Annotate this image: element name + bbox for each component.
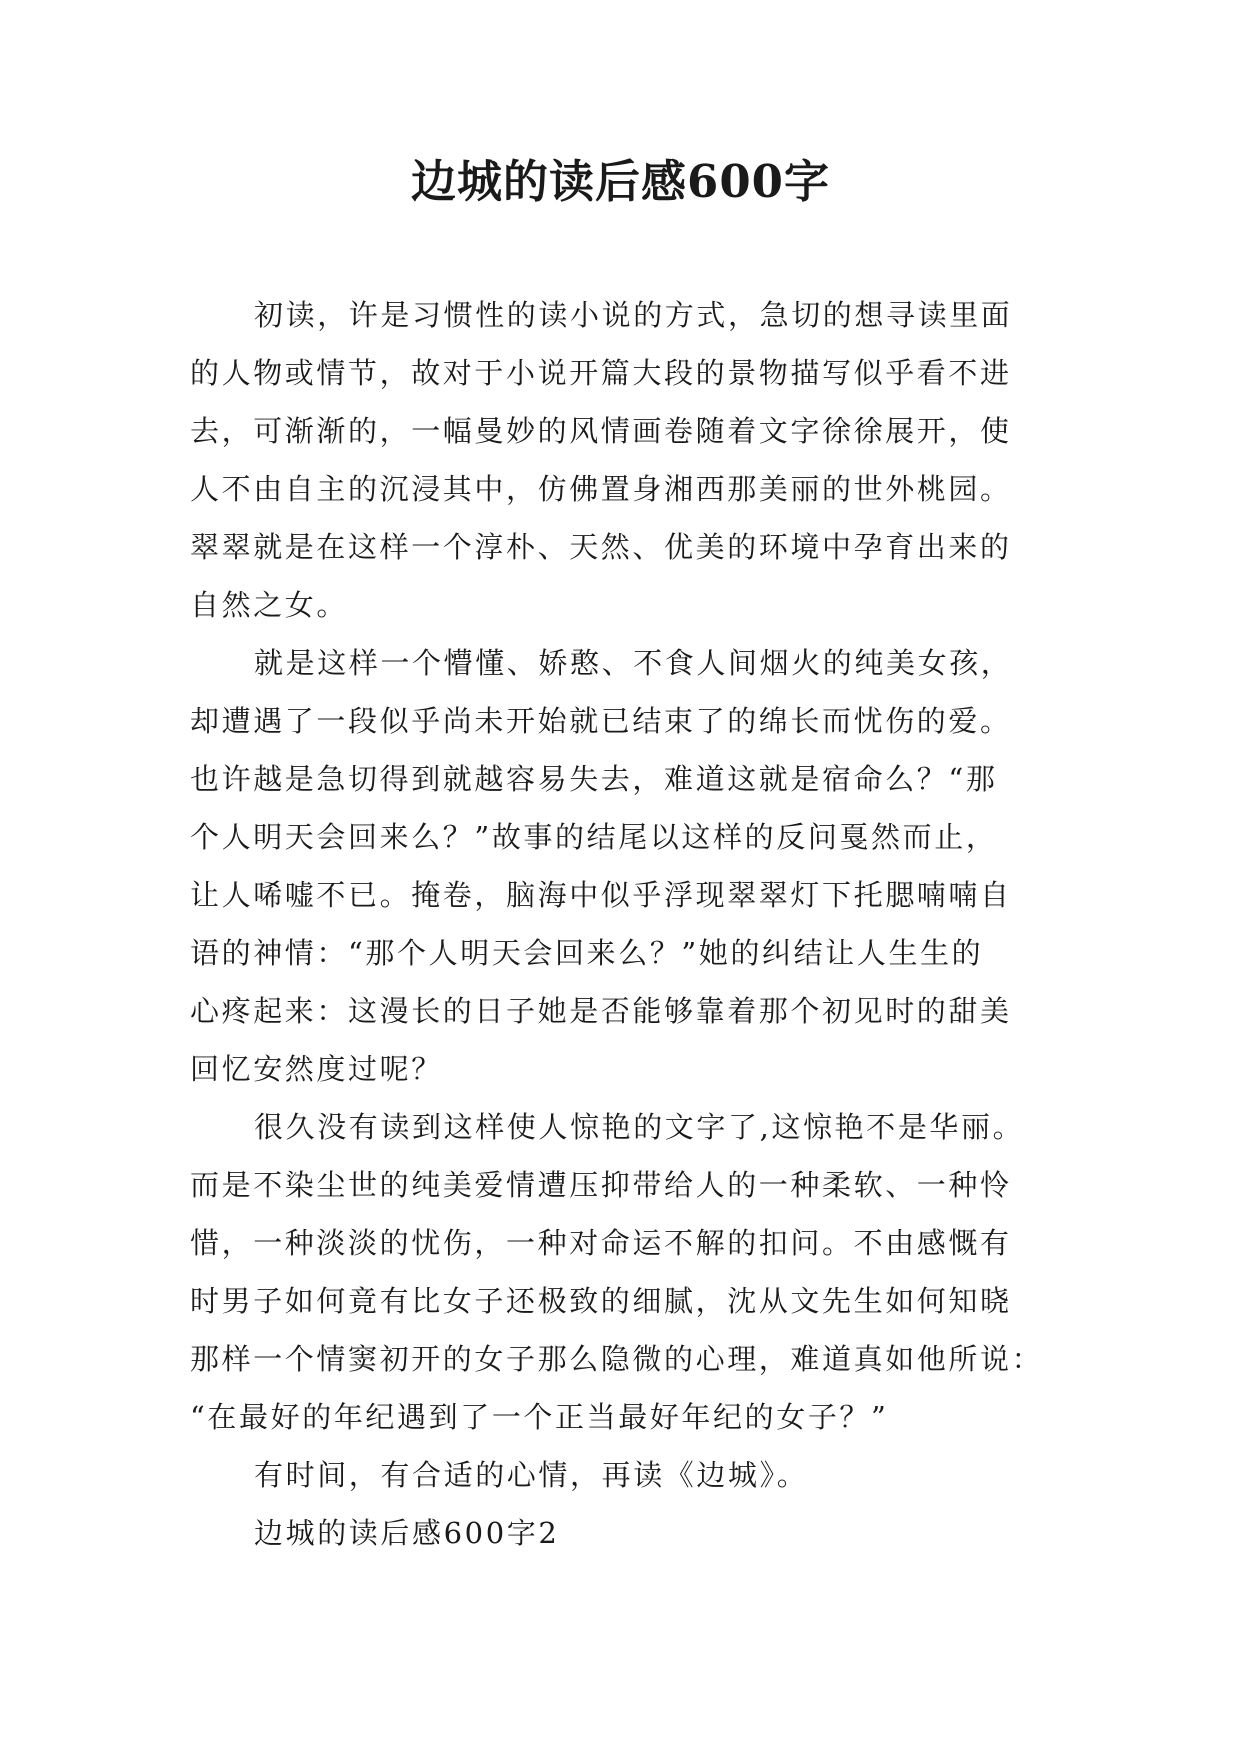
document-body xyxy=(190,286,1060,1562)
paragraph-5 xyxy=(190,1504,1060,1562)
text-line: 有时间，有合适的心情，再读《边城》。 xyxy=(254,1458,809,1492)
text-line: 那样一个情窦初开的女子那么隐微的心理，难道真如他所说： xyxy=(190,1342,1044,1376)
text-line: 心疼起来：这漫长的日子她是否能够靠着那个初见时的甜美 xyxy=(190,994,1012,1028)
text-line: 而是不染尘世的纯美爱情遭压抑带给人的一种柔软、一种怜 xyxy=(190,1168,1012,1202)
paragraph-1 xyxy=(190,286,1060,634)
document-title: 边城的读后感600字 xyxy=(411,155,830,208)
text-line: 让人唏嘘不已。掩卷，脑海中似乎浮现翠翠灯下托腮喃喃自 xyxy=(190,878,1012,912)
paragraph-2 xyxy=(190,634,1060,1098)
text-line: 回忆安然度过呢？ xyxy=(190,1052,443,1086)
text-line: 时男子如何竟有比女子还极致的细腻，沈从文先生如何知晓 xyxy=(190,1284,1012,1318)
text-line: 初读，许是习惯性的读小说的方式，急切的想寻读里面 xyxy=(254,298,1013,332)
text-line: 去，可渐渐的，一幅曼妙的风情画卷随着文字徐徐展开，使 xyxy=(190,414,1012,448)
text-line: 就是这样一个懵懂、娇憨、不食人间烟火的纯美女孩， xyxy=(254,646,1013,680)
text-line: 很久没有读到这样使人惊艳的文字了,这惊艳不是华丽。 xyxy=(254,1110,1025,1144)
text-line: 人不由自主的沉浸其中，仿佛置身湘西那美丽的世外桃园。 xyxy=(190,472,1012,506)
text-line: 惜，一种淡淡的忧伤，一种对命运不解的扣问。不由感慨有 xyxy=(190,1226,1012,1260)
text-line: 个人明天会回来么？”故事的结尾以这样的反问戛然而止， xyxy=(190,820,998,854)
text-line: “在最好的年纪遇到了一个正当最好年纪的女子？” xyxy=(190,1400,889,1434)
paragraph-3 xyxy=(190,1098,1060,1446)
text-line: 的人物或情节，故对于小说开篇大段的景物描写似乎看不进 xyxy=(190,356,1012,390)
text-line: 也许越是急切得到就越容易失去，难道这就是宿命么？“那 xyxy=(190,762,998,796)
text-line: 却遭遇了一段似乎尚未开始就已结束了的绵长而忧伤的爱。 xyxy=(190,704,1012,738)
text-line: 边城的读后感600字2 xyxy=(254,1516,560,1550)
paragraph-4 xyxy=(190,1446,1060,1504)
text-line: 自然之女。 xyxy=(190,588,349,622)
text-line: 语的神情：“那个人明天会回来么？”她的纠结让人生生的 xyxy=(190,936,984,970)
text-line: 翠翠就是在这样一个淳朴、天然、优美的环境中孕育出来的 xyxy=(190,530,1012,564)
